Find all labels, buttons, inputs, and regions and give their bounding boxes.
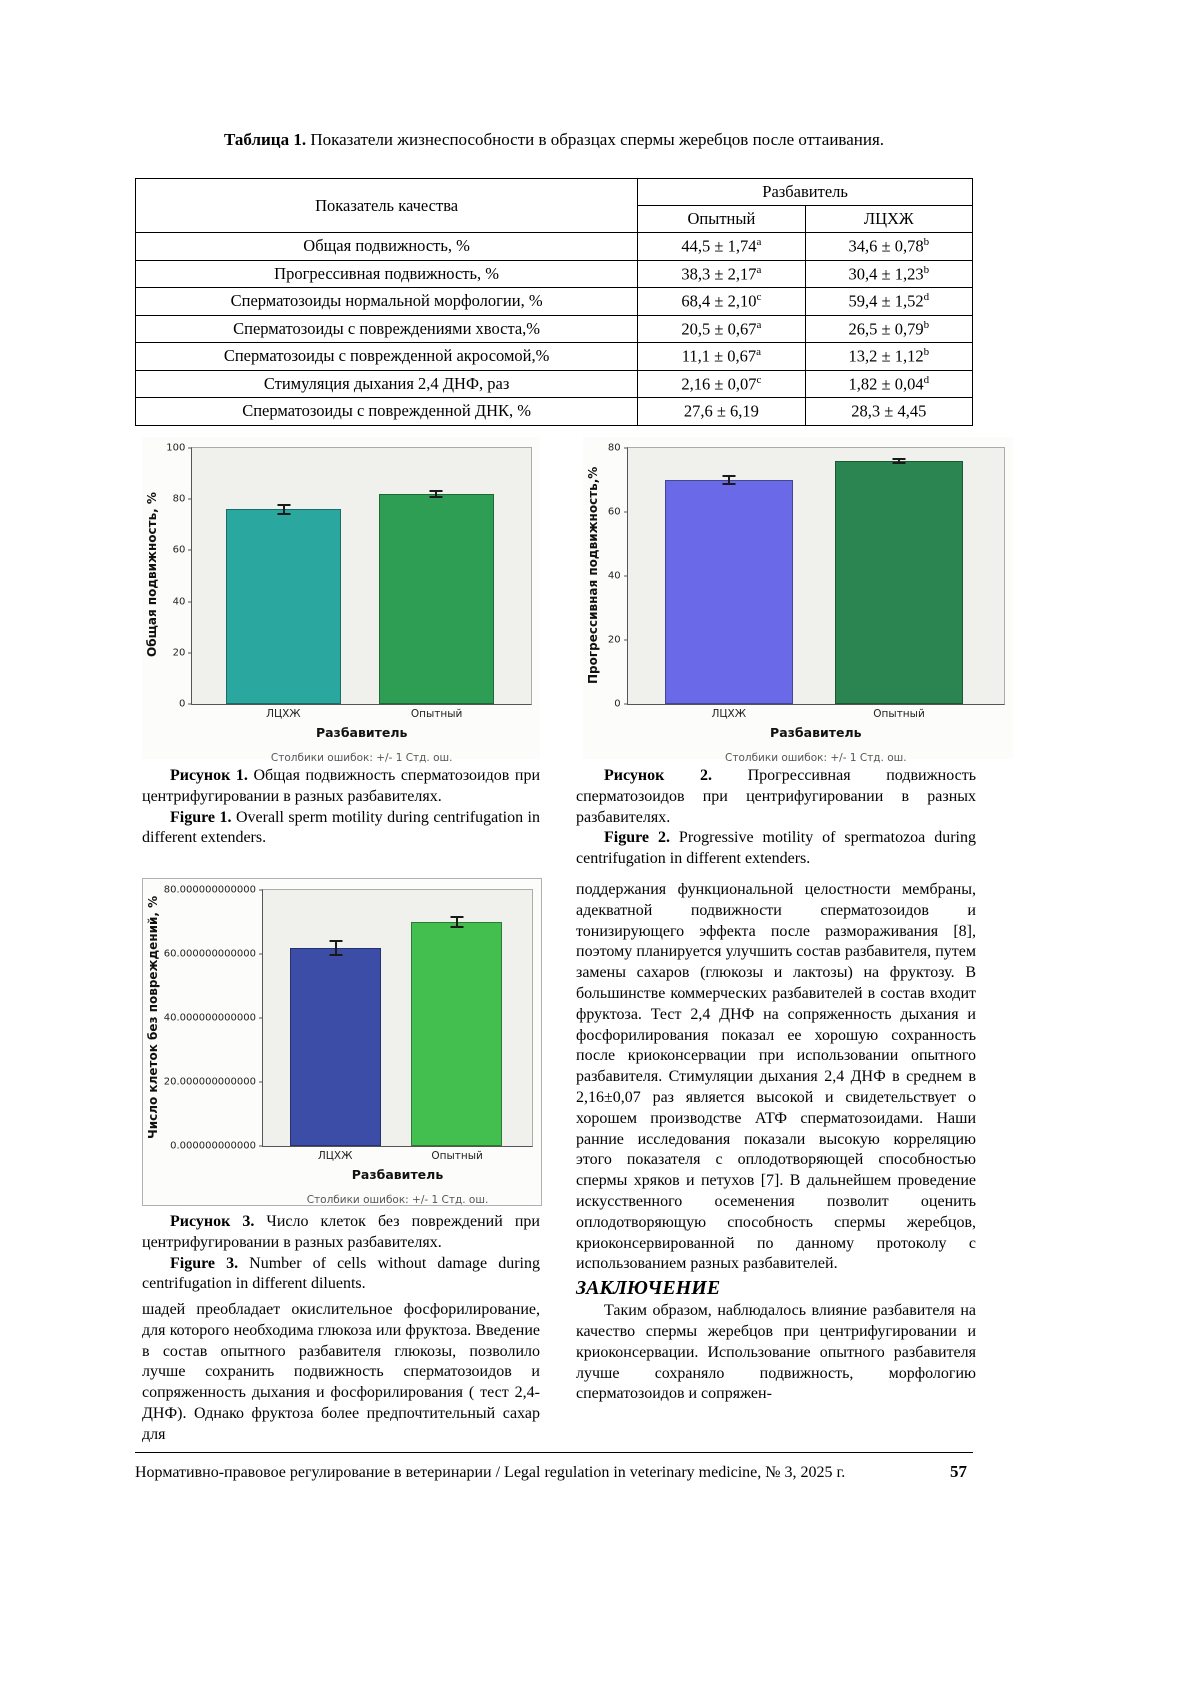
bar-Опытный <box>379 494 494 704</box>
y-tick-mark <box>188 448 192 449</box>
y-tick-label: 40 <box>607 570 621 582</box>
y-tick-mark <box>188 550 192 551</box>
y-tick-label: 100 <box>166 442 186 454</box>
left-paragraph-text: шадей преобладает окислительное фосфорилирование, для которого необходима глюкоза или фруктоза. Введение в состав опытного разбавителя глюкозы, позволило лучше сохранить подвижность сперматозоидов и сопряженность дыхания и фосфорилирования ( тест 2,4-ДНФ). Однако фруктоза более предпочтительный сахар для <box>142 1301 540 1443</box>
x-tick-label: ЛЦХЖ <box>711 708 747 720</box>
x-tick-row <box>262 1150 533 1165</box>
error-bar <box>728 475 730 485</box>
y-axis-label: Число клеток без повреждений, % <box>146 895 160 1139</box>
error-bars-note: Столбики ошибок: +/- 1 Стд. ош. <box>306 1194 489 1206</box>
figure-3-chart <box>142 878 542 1206</box>
table-row: Прогрессивная подвижность, % 38,3 ± 2,17$^a$ 30,4 ± 1,23$^b$ <box>136 260 973 288</box>
y-tick-label: 20.000000000000 <box>163 1076 256 1088</box>
figure-1-caption-en: Overall sperm motility during centrifugation in different extenders. <box>142 808 540 847</box>
conclusion-paragraph: Таким образом, наблюдалось влияние разбавителя на качество спермы жеребцов при центрифугировании и криоконсервации. Использование опытного разбавителя лучше сохраняло подвижность, морфологию сперматозоидов и сопряжен- <box>576 1302 976 1403</box>
x-tick-row <box>627 708 1005 723</box>
error-bar <box>283 504 285 514</box>
x-tick-label: Опытный <box>410 708 463 720</box>
y-tick-label: 80 <box>172 493 186 505</box>
figure-1-caption-ru-bold: Рисунок 1. <box>170 767 248 784</box>
figure-2-caption-en: Progressive motility of spermatozoa during centrifugation in different extenders. <box>576 829 977 868</box>
bar-ЛЦХЖ <box>665 480 793 704</box>
y-tick-mark <box>624 576 628 577</box>
error-bar <box>898 458 900 464</box>
table-row: Общая подвижность, % 44,5 ± 1,74$^a$ 34,6 ± 0,78$^b$ <box>136 233 973 261</box>
y-tick-mark <box>188 499 192 500</box>
plot-area <box>163 884 533 1152</box>
table-row: Сперматозоиды с поврежденной акросомой,% 11,1 ± 0,67$^a$ 13,2 ± 1,12$^b$ <box>136 343 973 371</box>
y-tick-mark <box>259 890 263 891</box>
bar-ЛЦХЖ <box>290 948 381 1146</box>
figure-1-chart <box>142 437 540 764</box>
figure-3-caption <box>142 1212 540 1295</box>
y-tick-mark <box>259 1146 263 1147</box>
x-tick-row <box>191 708 532 723</box>
figure-1-caption-ru: Общая подвижность сперматозоидов при центрифугировании в разных разбавителях. <box>142 767 540 805</box>
y-tick-mark <box>259 1018 263 1019</box>
y-tick-label: 20 <box>607 634 621 646</box>
table-row: Сперматозоиды с повреждениями хвоста,% 20,5 ± 0,67$^a$ 26,5 ± 0,79$^b$ <box>136 315 973 343</box>
y-tick-label: 0.000000000000 <box>170 1140 256 1152</box>
table-row: Сперматозоиды с поврежденной ДНК, % 27,6 ± 6,19 28,3 ± 4,45 <box>136 398 973 426</box>
figure-3-caption-ru: Число клеток без повреждений при центрифугировании в разных разбавителях. <box>142 1213 540 1251</box>
y-tick-label: 80 <box>607 442 621 454</box>
y-tick-label: 60 <box>607 506 621 518</box>
right-column <box>576 880 976 1405</box>
y-tick-label: 60.000000000000 <box>163 948 256 960</box>
table-row: Сперматозоиды нормальной морфологии, % 68,4 ± 2,10$^c$ 59,4 ± 1,52$^d$ <box>136 288 973 316</box>
y-tick-label: 40 <box>172 596 186 608</box>
plot-area <box>166 442 532 710</box>
x-axis-label: Разбавитель <box>315 725 408 740</box>
bar-ЛЦХЖ <box>226 509 341 704</box>
y-tick-mark <box>188 704 192 705</box>
y-tick-mark <box>188 652 192 653</box>
table-header-row <box>136 179 973 206</box>
y-tick-mark <box>259 954 263 955</box>
y-axis-label: Прогрессивная подвижность,% <box>586 466 600 684</box>
figure-2-caption <box>576 766 976 870</box>
plot-area <box>607 442 1005 710</box>
y-tick-label: 40.000000000000 <box>163 1012 256 1024</box>
error-bar <box>435 490 437 498</box>
error-bar <box>456 916 458 929</box>
figure-2-caption-ru-bold: Рисунок 2. <box>604 767 712 784</box>
page-number: 57 <box>950 1462 967 1481</box>
header-group: Разбавитель <box>638 179 973 206</box>
figure-2-caption-en-bold: Figure 2. <box>604 829 670 847</box>
table-title-text: Показатели жизнеспособности в образцах спермы жеребцов после оттаивания. <box>306 130 885 149</box>
bar-Опытный <box>835 461 963 704</box>
figure-2-chart <box>583 437 1013 764</box>
table-title-bold: Таблица 1. <box>223 130 307 149</box>
y-tick-mark <box>624 704 628 705</box>
x-tick-label: Опытный <box>431 1150 483 1162</box>
page-footer <box>135 1452 973 1482</box>
figure-1-caption-en-bold: Figure 1. <box>170 808 232 826</box>
error-bars-note: Столбики ошибок: +/- 1 Стд. ош. <box>270 752 453 764</box>
y-tick-label: 0 <box>179 698 186 710</box>
y-axis-label: Общая подвижность, % <box>145 492 159 658</box>
x-tick-label: ЛЦХЖ <box>266 708 301 720</box>
header-col-lchj: ЛЦХЖ <box>805 206 972 233</box>
bar-Опытный <box>411 922 502 1146</box>
error-bar <box>335 940 337 956</box>
x-axis-label: Разбавитель <box>351 1167 444 1182</box>
y-tick-label: 60 <box>172 544 186 556</box>
right-paragraph-text: поддержания функциональной целостности мембраны, адекватной подвижности сперматозоидов и тонизирующего эффекта после размораживания [8], поэтому планируется улучшить состав разбавителя, путем замены сахаров (глюкозы и лактозы) на фруктозу. В большинстве коммерческих разбавителей в состав входит фруктоза. Тест 2,4 ДНФ на сопряженность дыхания и фосфорилирования показал ее хорошую сохранность после криоконсервации при использовании опытного разбавителя. Стимуляции дыхания 2,4 ДНФ в среднем в 2,16±0,07 раз является высокой и свидетельствует о хорошем производстве АТФ сперматозоидами. Наши ранние исследования показали высокую корреляцию этого показателя с оплодотворяющей способностью спермы хряков и петухов [7]. В дальнейшем проведение искусственного осеменения позволит оценить оплодотворяющую способность спермы жеребцов, криоконсервированной по данному протоколу с использованием разных разбавителей. <box>576 881 976 1273</box>
error-bars-note: Столбики ошибок: +/- 1 Стд. ош. <box>725 752 907 764</box>
y-tick-label: 20 <box>172 647 186 659</box>
y-tick-mark <box>188 601 192 602</box>
x-axis-label: Разбавитель <box>770 725 862 740</box>
footer-journal-line: Нормативно-правовое регулирование в ветеринарии / Legal regulation in veterinary medicine, № 3, 2025 г. <box>135 1464 846 1481</box>
left-column-paragraph <box>142 1300 540 1446</box>
viability-table <box>135 178 973 426</box>
figure-3-caption-en-bold: Figure 3. <box>170 1254 239 1272</box>
y-tick-label: 80.000000000000 <box>163 884 256 896</box>
figure-1-caption <box>142 766 540 849</box>
header-col-experimental: Опытный <box>638 206 805 233</box>
table-row: Стимуляция дыхания 2,4 ДНФ, раз 2,16 ± 0,07$^c$ 1,82 ± 0,04$^d$ <box>136 370 973 398</box>
figure-2-caption-ru: Прогрессивная подвижность сперматозоидов при центрифугировании в разных разбавителях. <box>576 767 976 826</box>
y-tick-mark <box>624 640 628 641</box>
y-tick-label: 0 <box>614 698 621 710</box>
figure-3-caption-ru-bold: Рисунок 3. <box>170 1213 255 1230</box>
x-tick-label: Опытный <box>873 708 925 720</box>
conclusion-heading: ЗАКЛЮЧЕНИЕ <box>576 1277 721 1300</box>
header-indicator: Показатель качества <box>136 179 638 233</box>
y-tick-mark <box>624 448 628 449</box>
y-tick-mark <box>624 512 628 513</box>
y-tick-mark <box>259 1082 263 1083</box>
x-tick-label: ЛЦХЖ <box>317 1150 353 1162</box>
table-title <box>135 130 973 150</box>
figure-3-caption-en: Number of cells without damage during centrifugation in different diluents. <box>142 1254 541 1293</box>
